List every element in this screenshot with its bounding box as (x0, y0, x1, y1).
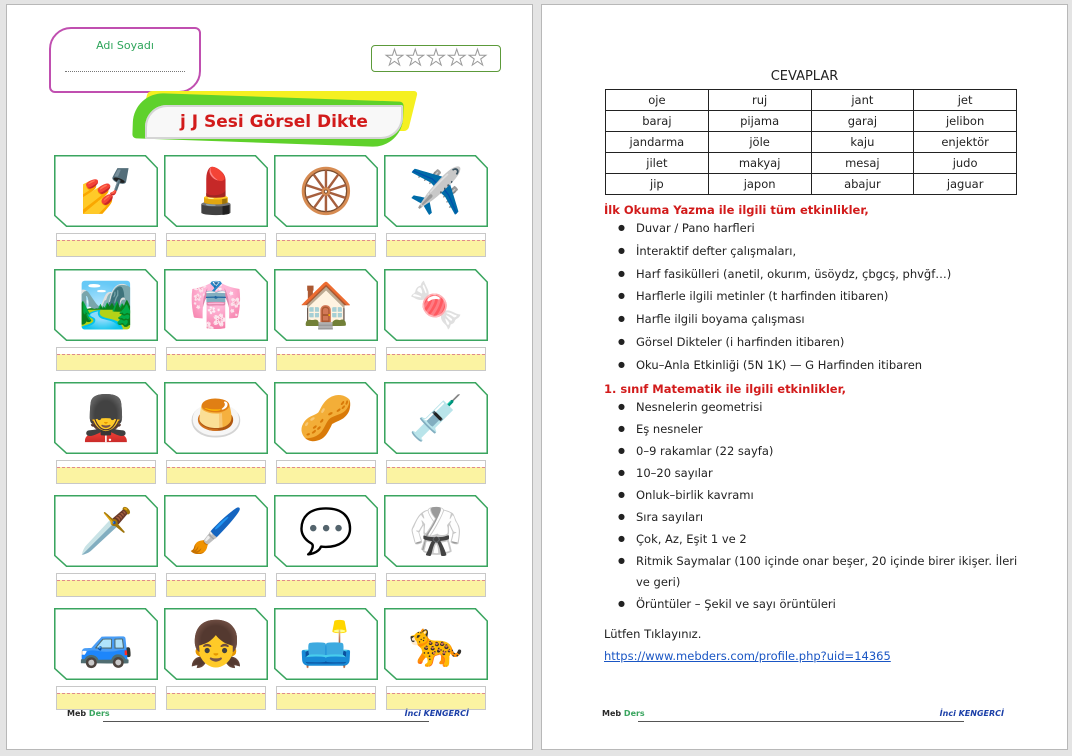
lipstick-icon: 💄 (188, 166, 244, 217)
section-title: İlk Okuma Yazma ile ilgili tüm etkinlikler, (604, 203, 869, 217)
star-icon: ★ (426, 45, 446, 71)
picture-card (164, 269, 270, 373)
razor-blade-icon: 🗡️ (78, 506, 134, 557)
answer-line[interactable] (386, 233, 486, 257)
answer-line[interactable] (56, 233, 156, 257)
picture-card (274, 608, 380, 712)
answer-cell: jaguar (914, 174, 1017, 195)
judo-icon: 🥋 (408, 506, 464, 557)
list-item: ● Nesnelerin geometrisi (604, 396, 1034, 418)
picture-card (384, 155, 490, 259)
table-row (606, 174, 1017, 195)
answer-line[interactable] (166, 460, 266, 484)
cashew-icon: 🥜 (298, 393, 354, 444)
answer-cell: makyaj (708, 153, 811, 174)
answer-line[interactable] (166, 686, 266, 710)
picture-card (384, 382, 490, 486)
answer-line[interactable] (386, 686, 486, 710)
list-item: ● 10–20 sayılar (604, 462, 1034, 484)
answer-cell: jet (914, 90, 1017, 111)
pudding-icon: 🍮 (188, 393, 244, 444)
answer-line[interactable] (166, 347, 266, 371)
click-text: Lütfen Tıklayınız. (604, 627, 702, 641)
picture-card (54, 495, 160, 599)
footer-logo: Meb Ders (67, 709, 110, 718)
footer-signature: İnci KENGERCİ (939, 709, 1004, 718)
answer-line[interactable] (56, 347, 156, 371)
answer-line[interactable] (276, 573, 376, 597)
list-item: ● Eş nesneler (604, 418, 1034, 440)
picture-card (164, 382, 270, 486)
pajamas-icon: 👘 (188, 280, 244, 331)
answers-page (541, 4, 1068, 750)
list-item: ● Duvar / Pano harfleri (604, 217, 1034, 240)
jet-plane-icon: ✈️ (408, 166, 464, 217)
name-label: Adı Soyadı (96, 39, 154, 52)
answer-line[interactable] (166, 233, 266, 257)
answer-line[interactable] (56, 686, 156, 710)
picture-card (164, 608, 270, 712)
picture-card (274, 155, 380, 259)
answer-cell: jandarma (606, 132, 709, 153)
list-item: ● Harfle ilgili boyama çalışması (604, 308, 1034, 331)
section-title: 1. sınıf Matematik ile ilgili etkinlikler, (604, 382, 846, 396)
list-item: ● Örüntüler – Şekil ve sayı örüntüleri (604, 593, 1034, 615)
answer-cell: garaj (811, 111, 914, 132)
list-item: ● Onluk–birlik kavramı (604, 484, 1034, 506)
answer-line[interactable] (276, 460, 376, 484)
garage-icon: 🏠 (298, 280, 354, 331)
answer-line[interactable] (386, 347, 486, 371)
soldier-icon: 💂 (78, 393, 134, 444)
answer-cell: jip (606, 174, 709, 195)
literacy-list (604, 217, 1034, 377)
answer-line[interactable] (276, 686, 376, 710)
message-icon: 💬 (298, 506, 354, 557)
table-row (606, 153, 1017, 174)
jelly-candy-icon: 🍬 (408, 280, 464, 331)
answer-line[interactable] (56, 460, 156, 484)
footer (67, 709, 469, 725)
list-item: ● Oku–Anla Etkinliği (5N 1K) — G Harfinden itibaren (604, 354, 1034, 377)
worksheet-page (6, 4, 533, 750)
answers-title: CEVAPLAR (770, 69, 839, 84)
star-icon: ★ (446, 45, 467, 71)
profile-link[interactable]: https://www.mebders.com/profile.php?uid=14365 (604, 649, 891, 663)
title-banner (127, 91, 419, 147)
footer-signature: İnci KENGERCİ (404, 709, 469, 718)
answer-line[interactable] (276, 233, 376, 257)
answer-cell: jilet (606, 153, 709, 174)
answer-cell: judo (914, 153, 1017, 174)
page-title: j J Sesi Görsel Dikte (145, 105, 403, 139)
footer-logo: Meb Ders (602, 709, 645, 718)
picture-card (164, 155, 270, 259)
picture-card (54, 269, 160, 373)
answer-cell: jöle (708, 132, 811, 153)
name-line (65, 71, 185, 72)
jaguar-icon: 🐆 (408, 619, 464, 670)
rating-stars (371, 45, 501, 72)
list-item: ● Görsel Dikteler (i harfinden itibaren) (604, 331, 1034, 354)
answer-cell: jant (811, 90, 914, 111)
picture-card (384, 269, 490, 373)
nail-polish-icon: 💅 (78, 166, 134, 217)
section-literacy (604, 203, 1034, 377)
answer-line[interactable] (56, 573, 156, 597)
answer-cell: kaju (811, 132, 914, 153)
jeep-icon: 🚙 (78, 619, 134, 670)
answer-cell: japon (708, 174, 811, 195)
star-icon: ★ (467, 45, 488, 71)
list-item: ● Sıra sayıları (604, 506, 1034, 528)
answer-cell: baraj (606, 111, 709, 132)
picture-card (164, 495, 270, 599)
list-item: ● Çok, Az, Eşit 1 ve 2 (604, 528, 1034, 550)
list-item: ● İnteraktif defter çalışmaları, (604, 240, 1034, 263)
japanese-girl-icon: 👧 (188, 619, 244, 670)
lamp-shade-icon: 🛋️ (298, 619, 354, 670)
answers-table (605, 89, 1017, 195)
list-item: ● Ritmik Saymalar (100 içinde onar beşer, 20 içinde birer ikişer. İleri ve geri) (604, 550, 1034, 593)
answer-cell: pijama (708, 111, 811, 132)
answer-cell: abajur (811, 174, 914, 195)
picture-card (274, 495, 380, 599)
picture-card (384, 608, 490, 712)
answer-cell: oje (606, 90, 709, 111)
answer-cell: jelibon (914, 111, 1017, 132)
name-box (49, 27, 201, 93)
syringe-icon: 💉 (408, 393, 464, 444)
answer-line[interactable] (386, 460, 486, 484)
picture-card (54, 382, 160, 486)
table-row (606, 90, 1017, 111)
star-icon: ★ (384, 45, 405, 71)
dam-icon: 🏞️ (78, 280, 134, 331)
picture-card (384, 495, 490, 599)
math-list (604, 396, 1034, 615)
table-row (606, 111, 1017, 132)
section-math (604, 382, 1034, 615)
footer (602, 709, 1004, 725)
list-item: ● Harflerle ilgili metinler (t harfinden itibaren) (604, 285, 1034, 308)
picture-card (54, 155, 160, 259)
answer-line[interactable] (386, 573, 486, 597)
table-row (606, 132, 1017, 153)
answer-line[interactable] (276, 347, 376, 371)
picture-card (274, 269, 380, 373)
picture-card (54, 608, 160, 712)
answer-cell: enjektör (914, 132, 1017, 153)
makeup-icon: 🖌️ (188, 506, 244, 557)
answer-cell: mesaj (811, 153, 914, 174)
answer-cell: ruj (708, 90, 811, 111)
list-item: ● Harf fasikülleri (anetil, okurım, üsöydz, çbgcş, phvğf…) (604, 263, 1034, 286)
picture-card (274, 382, 380, 486)
star-icon: ★ (405, 45, 426, 71)
wheel-rim-icon: 🛞 (298, 166, 354, 217)
answer-line[interactable] (166, 573, 266, 597)
list-item: ● 0–9 rakamlar (22 sayfa) (604, 440, 1034, 462)
